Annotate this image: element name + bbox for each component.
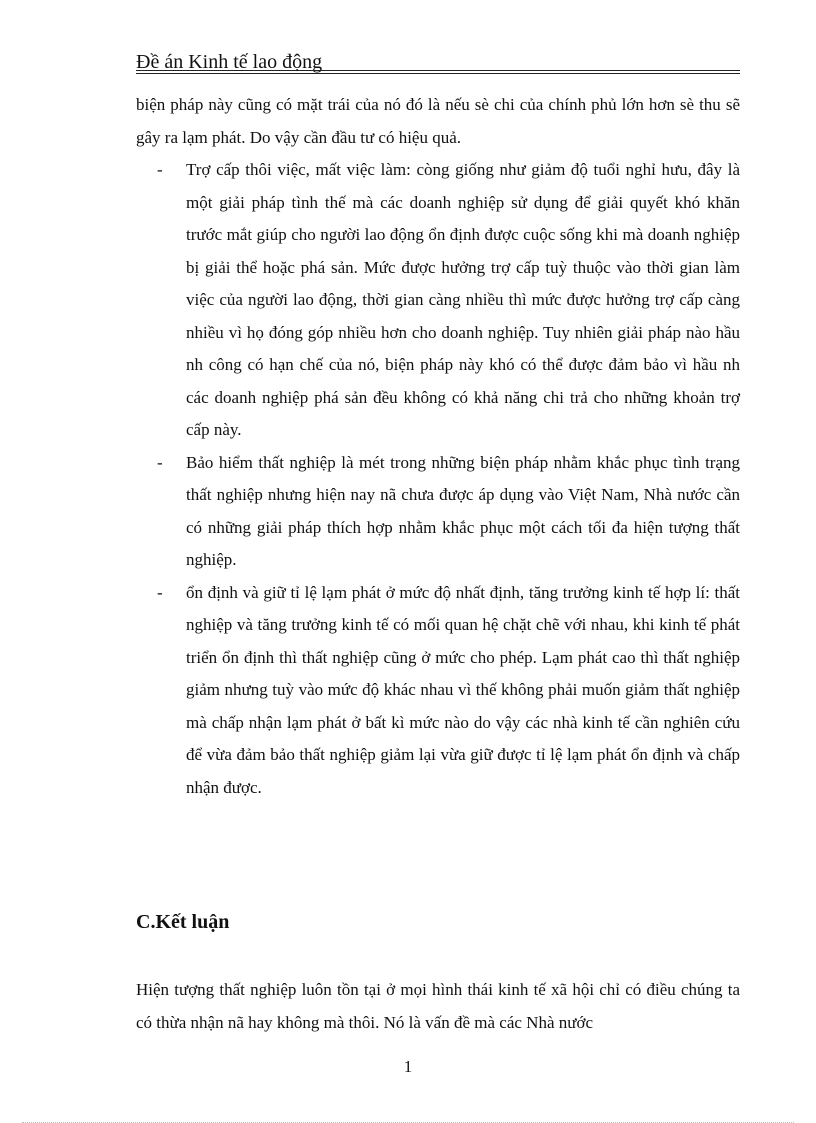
bullet-dash-icon: -: [157, 582, 163, 602]
page-header-title: Đề án Kinh tế lao động: [136, 51, 323, 73]
conclusion-paragraph: Hiện tượng thất nghiệp luôn tồn tại ở mọi hình thái kinh tế xã hội chỉ có điều chúng ta có thừa nhận nã hay không mà thôi. Nó là vấn đề mà các Nhà nước: [136, 980, 740, 1032]
list-item-text: Trợ cấp thôi việc, mất việc làm: còng giống như giảm độ tuổi nghỉ hưu, đây là một giải pháp tình thế mà các doanh nghiệp sử dụng để giải quyết khó khăn trước mắt giúp cho người lao động ổn định được cuộc sống khi mà doanh nghiệp bị giải thể hoặc phá sản. Mức được hưởng trợ cấp tuỳ thuộc vào thời gian làm việc của người lao động, thời gian càng nhiều thì mức được hưởng trợ cấp càng nhiều vì họ đóng góp nhiều hơn cho doanh nghiệp. Tuy nhiên giải pháp nào hầu nh công có hạn chế của nó, biện pháp này khó có thể được đảm bảo vì hầu nh các doanh nghiệp phá sản đều không có khả năng chi trả cho những khoản trợ cấp này.: [186, 160, 740, 439]
list-item-text: ổn định và giữ tỉ lệ lạm phát ở mức độ nhất định, tăng trưởng kinh tế hợp lí: thất nghiệp và tăng trưởng kinh tế có mối quan hệ chặt chẽ với nhau, khi kinh tế phát triển ổn định thì thất nghiệp cũng ở mức cho phép. Lạm phát cao thì thất nghiệp giảm nhưng tuỳ vào mức độ khác nhau vì thế không phải muốn giảm thất nghiệp mà chấp nhận lạm phát ở bất kì mức nào do vậy các nhà kinh tế cần nghiên cứu để vừa đảm bảo thất nghiệp giảm lại vừa giữ được tỉ lệ lạm phát ổn định và chấp nhận được.: [186, 582, 740, 797]
bullet-dash-icon: -: [157, 160, 163, 179]
list-item: [136, 577, 740, 805]
list-item: [136, 154, 740, 447]
bullet-dash-icon: -: [157, 452, 163, 472]
list-item-text: Bảo hiểm thất nghiệp là mét trong những biện pháp nhằm khắc phục tình trạng thất nghiệp nhưng hiện nay nã chưa được áp dụng vào Việt Nam, Nhà nước cần có những giải pháp thích hợp nhằm khắc phục một cách tối đa hiện tượng thất nghiệp.: [186, 452, 740, 569]
header-rule-thick: [136, 73, 740, 74]
section-heading: C.Kết luận: [136, 911, 230, 933]
list-item: [136, 447, 740, 577]
bullet-list: [136, 154, 740, 804]
intro-paragraph: biện pháp này cũng có mặt trái của nó đó là nếu sè chi của chính phủ lớn hơn sè thu sẽ gây ra lạm phát. Do vậy cần đầu tư có hiệu quả.: [136, 95, 740, 147]
page-number: 1: [403, 1057, 413, 1076]
header-rule-thin: [136, 70, 740, 71]
